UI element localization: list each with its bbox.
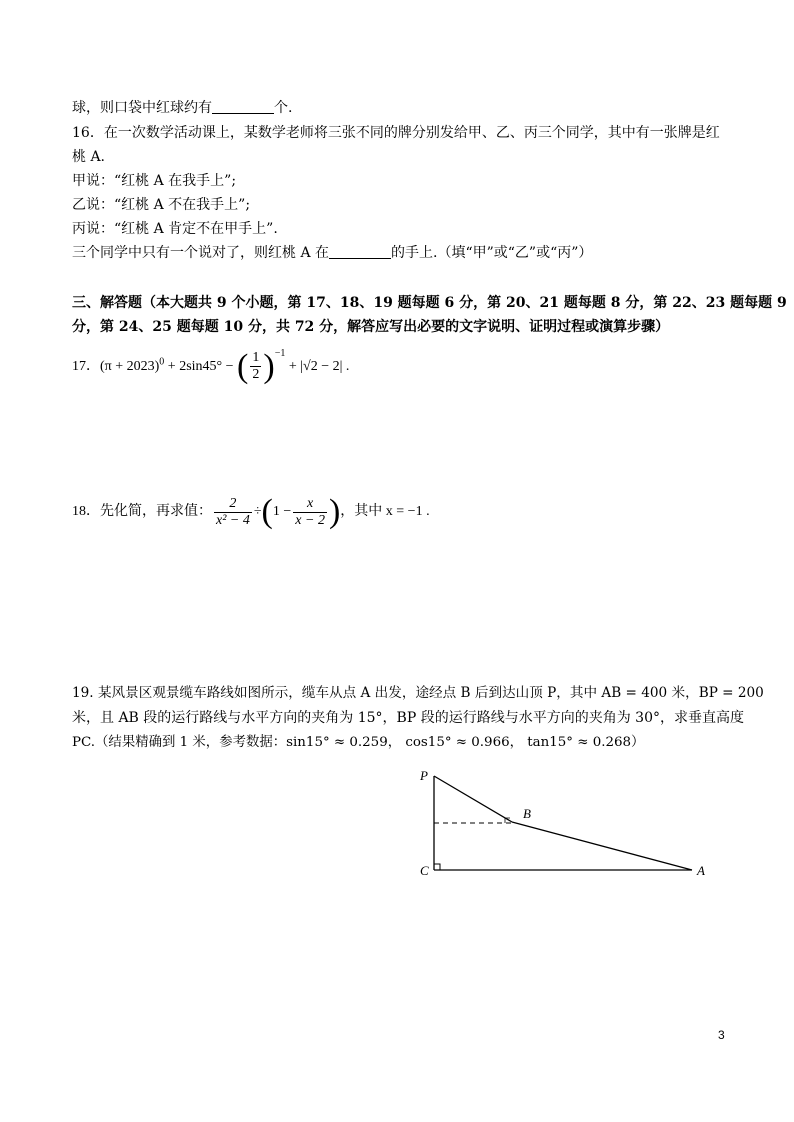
q17-fraction	[250, 350, 261, 383]
q18-div: ÷	[253, 504, 262, 520]
q16-question-line	[72, 244, 592, 262]
segment-ba	[512, 822, 692, 870]
q16-ask-after: 的手上.（填“甲”或“乙”或“丙”）	[391, 245, 593, 261]
page-number: 3	[718, 1028, 725, 1042]
q16-answer-blank[interactable]	[329, 244, 391, 259]
angle-mark-b	[505, 818, 510, 823]
section3-heading-line2: 分，第 24、25 题每题 10 分，共 72 分，解答应写出必要的文字说明、证明过程或演算步骤）	[72, 319, 670, 335]
q18-f1-num: 2	[229, 495, 237, 511]
q18-tail: ，其中 x = −1 .	[340, 504, 430, 520]
q19-line3: PC.（结果精确到 1 米，参考数据：sin15° ≈ 0.259， cos15° ≈ 0.966， tan15° ≈ 0.268）	[72, 735, 645, 750]
q15-answer-blank[interactable]	[212, 99, 274, 114]
q17-number: 17．	[72, 359, 100, 374]
q15-tail-line	[72, 99, 292, 117]
q18-one-minus: 1 −	[272, 504, 292, 520]
q16-ask-before: 三个同学中只有一个说对了，则红桃 A 在	[72, 245, 330, 261]
q18-expression: 18．先化简，再求值： $\frac{2}{\text{x² − 4}}$ ÷(1 − $\frac{x}{x - 2}$ )，其中 x = −1 .	[72, 493, 430, 530]
q18-f2-den: x − 2	[295, 512, 325, 528]
q18-fraction2	[293, 496, 327, 529]
q15-tail-text: 球，则口袋中红球约有	[72, 100, 212, 116]
right-angle-mark	[434, 864, 440, 870]
section3-heading-line1: 三、解答题（本大题共 9 个小题，第 17、18、19 题每题 6 分，第 20、21 题每题 8 分，第 22、23 题每题 9	[72, 295, 787, 311]
q17-frac-num: 1	[252, 350, 260, 366]
label-p: P	[420, 768, 428, 783]
q16-bing-statement: 丙说：“红桃 A 肯定不在甲手上”.	[72, 221, 278, 237]
q17-term3: + |√2 − 2| .	[285, 359, 350, 374]
label-a: A	[697, 863, 705, 878]
q18-f2-num: x	[307, 495, 314, 511]
q17-exp-neg1: −1	[274, 348, 286, 359]
label-c: C	[420, 863, 429, 878]
q18-prompt: 18．先化简，再求值：	[72, 504, 212, 520]
q17-exp0: 0	[159, 356, 165, 368]
q16-line2: 桃 A.	[72, 149, 106, 165]
q17-frac-den: 2	[252, 367, 260, 383]
q19-line2: 米，且 AB 段的运行路线与水平方向的夹角为 15°，BP 段的运行路线与水平方向的夹角为 30°，求垂直高度	[72, 710, 744, 726]
q17-term1: (π + 2023)	[100, 359, 160, 374]
label-b: B	[523, 806, 531, 821]
q15-tail-after: 个.	[274, 100, 293, 116]
q16-jia-statement: 甲说：“红桃 A 在我手上”;	[72, 173, 237, 189]
q18-fraction1	[214, 496, 252, 529]
q19-line1: 19. 某风景区观景缆车路线如图所示，缆车从点 A 出发，途经点 B 后到达山顶 P，其中 AB = 400 米，BP = 200	[72, 685, 764, 701]
q17-term2: + 2sin45° −	[164, 359, 234, 374]
q17-expression: 17．$(\pi + 2023)^0 + 2\sin 45^\circ$ − ( $\frac{1}{2}$ )$^{-1}$ + |√2 − 2| .	[72, 347, 350, 385]
segment-pb	[434, 776, 512, 822]
q16-yi-statement: 乙说：“红桃 A 不在我手上”;	[72, 197, 251, 213]
q16-line1: 16．在一次数学活动课上，某数学老师将三张不同的牌分别发给甲、乙、丙三个同学，其中有一张牌是红	[72, 125, 720, 141]
q18-f1-den: x² − 4	[216, 512, 250, 528]
